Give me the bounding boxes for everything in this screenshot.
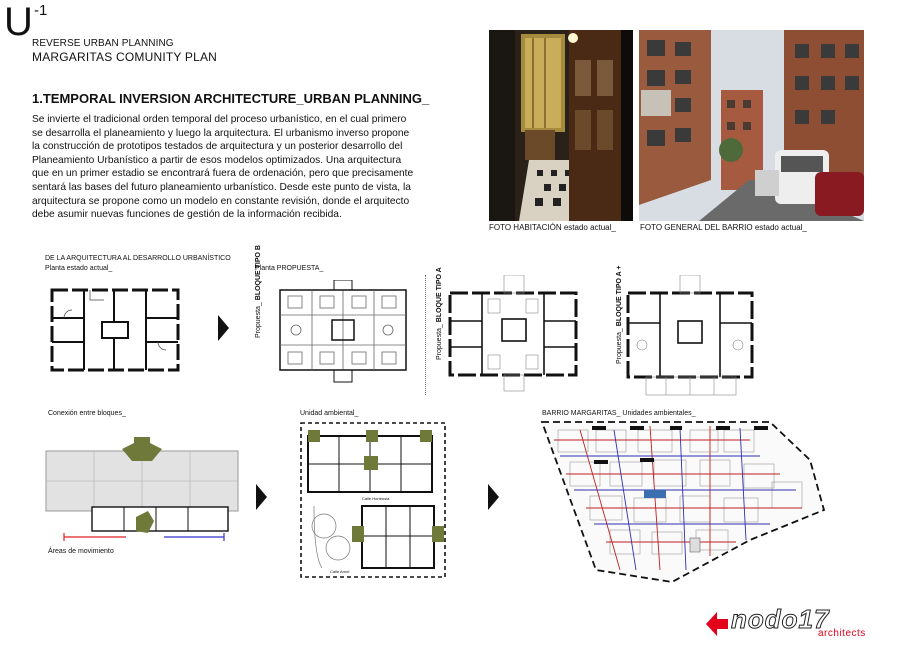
sheet-code-superscript: -1 [34, 2, 48, 19]
current-plan-label: Planta estado actual_ [45, 265, 113, 272]
street-label-hortensia: Calle Hortensia [362, 496, 390, 501]
street-photo [639, 30, 864, 221]
block-connection-plan [44, 437, 240, 545]
barrio-site-plan [540, 420, 826, 586]
room-photo [489, 30, 633, 221]
sheet-code: U [4, 0, 32, 44]
plans-heading: DE LA ARQUITECTURA AL DESARROLLO URBANÍSTICO [45, 255, 231, 262]
street-label-arnel: Calle Arnel [330, 569, 350, 574]
brand-subtitle: architects [818, 628, 866, 639]
unit-label: Unidad ambiental_ [300, 410, 359, 417]
brand-logo: nodo17 [731, 604, 830, 634]
room-photo-caption: FOTO HABITACIÓN estado actual_ [489, 223, 616, 232]
red-arrow-left-icon [706, 612, 728, 636]
proposed-plan-label: Planta PROPUESTA_ [255, 265, 324, 272]
block-a-label: Propuesta_ BLOQUE TIPO A [436, 267, 443, 360]
block-b-floor-plan [276, 280, 410, 386]
block-b-label: Propuesta_ BLOQUE TIPO B [255, 245, 262, 338]
intro-paragraph: Se invierte el tradicional orden temporal del proceso urbanístico, en el cual primero se desarrolla el planeamiento y luego la arquitectura. El urbanismo inverso propone la construcción de prototipos testados de arquitectura y un posterior desarrollo del Planeamiento Urbanístico a partir de esos modelos optimizados. Una arquitectura que en un primer estadio se encontrará fuera de ordenación, pero que precisamente sentará las bases del futuro planeamiento urbanístico. Desde este punto de vista, la arquitectura se propone como un modelo en constante revisión, donde el arquitecto debe asumir nuevas funciones de gestión de la información recibida. [32, 114, 414, 221]
block-a-plus-label: Propuesta_ BLOQUE TIPO A + [616, 265, 623, 364]
arrow-right-icon [218, 315, 229, 341]
plan-divider [425, 275, 427, 395]
project-title: MARGARITAS COMUNITY PLAN [32, 50, 218, 64]
connection-label: Conexión entre bloques_ [48, 410, 126, 417]
movement-areas-label: Áreas de movimiento [48, 548, 114, 555]
project-kicker: REVERSE URBAN PLANNING [32, 38, 174, 49]
section-title: 1.TEMPORAL INVERSION ARCHITECTURE_URBAN PLANNING_ [32, 91, 430, 106]
current-floor-plan [50, 288, 180, 372]
block-a-floor-plan [448, 275, 580, 393]
block-a-plus-floor-plan [626, 275, 754, 397]
arrow-right-icon [488, 484, 499, 510]
street-photo-caption: FOTO GENERAL DEL BARRIO estado actual_ [640, 223, 807, 232]
arrow-right-icon [256, 484, 267, 510]
barrio-label: BARRIO MARGARITAS_ Unidades ambientales_ [542, 410, 696, 417]
